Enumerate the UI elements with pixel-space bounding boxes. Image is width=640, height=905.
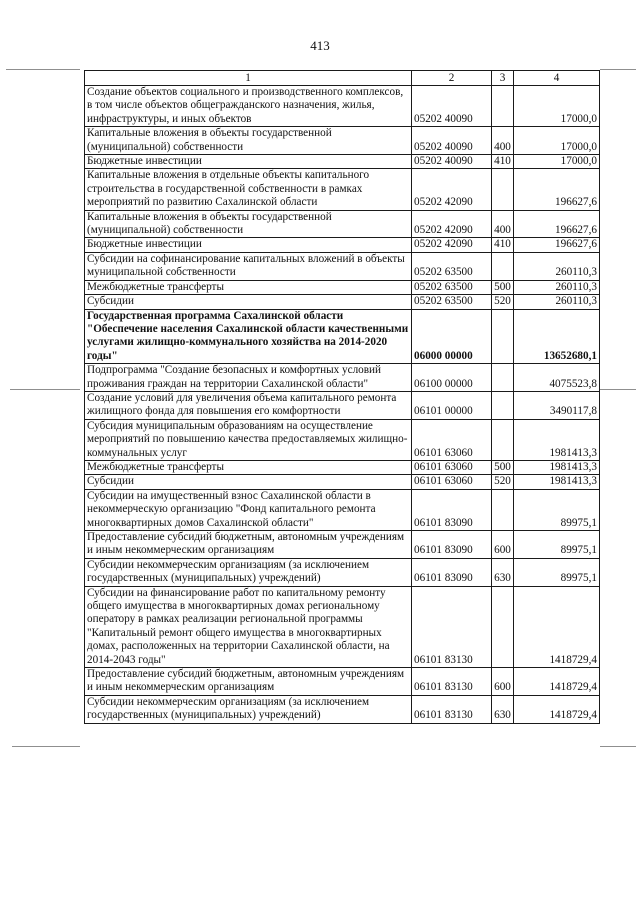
cell-code: 06101 83090 <box>412 558 492 586</box>
cell-vr: 600 <box>492 668 514 696</box>
budget-table <box>84 70 600 724</box>
table-row <box>85 475 600 489</box>
cell-sum: 1981413,3 <box>514 460 600 474</box>
header-col-name: 1 <box>85 71 412 86</box>
cell-vr: 410 <box>492 155 514 169</box>
scan-artifact-line <box>10 389 80 390</box>
table-row <box>85 238 600 252</box>
table-row <box>85 280 600 294</box>
cell-vr: 630 <box>492 558 514 586</box>
cell-sum: 3490117,8 <box>514 391 600 419</box>
cell-code: 06101 83090 <box>412 489 492 530</box>
cell-sum: 17000,0 <box>514 86 600 127</box>
table-row <box>85 586 600 667</box>
cell-name: Предоставление субсидий бюджетным, автономным учреждениям и иным некоммерческим организациям <box>85 531 412 559</box>
cell-vr <box>492 309 514 364</box>
cell-sum: 17000,0 <box>514 155 600 169</box>
cell-sum: 89975,1 <box>514 489 600 530</box>
cell-sum: 4075523,8 <box>514 364 600 392</box>
cell-code: 05202 40090 <box>412 86 492 127</box>
scan-artifact-line <box>600 389 636 390</box>
cell-vr <box>492 86 514 127</box>
cell-vr <box>492 169 514 210</box>
cell-vr: 410 <box>492 238 514 252</box>
cell-name: Капитальные вложения в объекты государственной (муниципальной) собственности <box>85 127 412 155</box>
table-row <box>85 309 600 364</box>
cell-code: 05202 63500 <box>412 295 492 309</box>
cell-vr: 500 <box>492 280 514 294</box>
cell-code: 06100 00000 <box>412 364 492 392</box>
cell-name: Бюджетные инвестиции <box>85 155 412 169</box>
cell-vr <box>492 419 514 460</box>
cell-code: 06101 83130 <box>412 586 492 667</box>
cell-vr <box>492 586 514 667</box>
cell-vr: 630 <box>492 695 514 723</box>
table-row <box>85 155 600 169</box>
table-row <box>85 127 600 155</box>
cell-name: Капитальные вложения в объекты государственной (муниципальной) собственности <box>85 210 412 238</box>
table-row <box>85 558 600 586</box>
cell-name: Субсидии <box>85 475 412 489</box>
cell-name: Предоставление субсидий бюджетным, автономным учреждениям и иным некоммерческим организациям <box>85 668 412 696</box>
cell-code: 06000 00000 <box>412 309 492 364</box>
cell-sum: 196627,6 <box>514 238 600 252</box>
cell-code: 05202 42090 <box>412 169 492 210</box>
cell-code: 05202 63500 <box>412 252 492 280</box>
cell-sum: 260110,3 <box>514 295 600 309</box>
table-row <box>85 531 600 559</box>
cell-code: 06101 83130 <box>412 668 492 696</box>
table-row <box>85 489 600 530</box>
cell-sum: 89975,1 <box>514 531 600 559</box>
cell-sum: 17000,0 <box>514 127 600 155</box>
cell-sum: 196627,6 <box>514 210 600 238</box>
cell-sum: 89975,1 <box>514 558 600 586</box>
cell-name: Субсидии на имущественный взнос Сахалинской области в некоммерческую организацию "Фонд капитального ремонта многоквартирных домов Сахалинской области" <box>85 489 412 530</box>
cell-name: Бюджетные инвестиции <box>85 238 412 252</box>
cell-sum: 260110,3 <box>514 252 600 280</box>
cell-sum: 1418729,4 <box>514 695 600 723</box>
table-body <box>85 86 600 724</box>
cell-vr: 400 <box>492 127 514 155</box>
table-row <box>85 668 600 696</box>
cell-name: Субсидии на софинансирование капитальных вложений в объекты муниципальной собственности <box>85 252 412 280</box>
scan-artifact-line <box>6 69 80 70</box>
cell-code: 05202 40090 <box>412 127 492 155</box>
cell-code: 06101 63060 <box>412 460 492 474</box>
cell-vr <box>492 391 514 419</box>
table-row <box>85 210 600 238</box>
cell-vr: 600 <box>492 531 514 559</box>
cell-sum: 196627,6 <box>514 169 600 210</box>
cell-sum: 260110,3 <box>514 280 600 294</box>
table-header-row <box>85 71 600 86</box>
cell-sum: 1981413,3 <box>514 475 600 489</box>
cell-name: Создание условий для увеличения объема капитального ремонта жилищного фонда для повышения его комфортности <box>85 391 412 419</box>
cell-name: Подпрограмма "Создание безопасных и комфортных условий проживания граждан на территории Сахалинской области" <box>85 364 412 392</box>
scan-artifact-line <box>600 746 636 747</box>
cell-code: 06101 63060 <box>412 475 492 489</box>
cell-name: Субсидии <box>85 295 412 309</box>
cell-name: Создание объектов социального и производственного комплексов, в том числе объектов общегражданского назначения, жилья, инфраструктуры, и иных объектов <box>85 86 412 127</box>
cell-code: 06101 00000 <box>412 391 492 419</box>
cell-sum: 1981413,3 <box>514 419 600 460</box>
cell-code: 05202 63500 <box>412 280 492 294</box>
table-row <box>85 86 600 127</box>
table-row <box>85 364 600 392</box>
cell-name: Межбюджетные трансферты <box>85 280 412 294</box>
table-row <box>85 460 600 474</box>
scan-artifact-line <box>12 746 80 747</box>
cell-name: Субсидии на финансирование работ по капитальному ремонту общего имущества в многоквартирных домах региональному оператору в рамках реализации региональной программы "Капитальный ремонт общего имущества в многоквартирных домах, расположенных на территории Сахалинской области, на 2014-2043 годы" <box>85 586 412 667</box>
cell-vr: 520 <box>492 475 514 489</box>
table-row <box>85 391 600 419</box>
cell-code: 06101 83090 <box>412 531 492 559</box>
table-row <box>85 295 600 309</box>
table-row <box>85 695 600 723</box>
cell-code: 06101 63060 <box>412 419 492 460</box>
cell-code: 05202 42090 <box>412 210 492 238</box>
cell-vr <box>492 252 514 280</box>
cell-vr: 520 <box>492 295 514 309</box>
scan-artifact-line <box>600 69 636 70</box>
cell-code: 05202 42090 <box>412 238 492 252</box>
cell-vr <box>492 489 514 530</box>
cell-name: Государственная программа Сахалинской области "Обеспечение населения Сахалинской области качественными услугами жилищно-коммунального хозяйства на 2014-2020 годы" <box>85 309 412 364</box>
cell-sum: 1418729,4 <box>514 668 600 696</box>
cell-vr: 500 <box>492 460 514 474</box>
cell-code: 05202 40090 <box>412 155 492 169</box>
table-row <box>85 252 600 280</box>
cell-name: Капитальные вложения в отдельные объекты капитального строительства в государственной собственности в рамках мероприятий по развитию Сахалинской области <box>85 169 412 210</box>
cell-vr <box>492 364 514 392</box>
cell-name: Межбюджетные трансферты <box>85 460 412 474</box>
header-col-sum: 4 <box>514 71 600 86</box>
page-number: 413 <box>310 38 330 53</box>
header-col-vr: 3 <box>492 71 514 86</box>
table-row <box>85 419 600 460</box>
cell-code: 06101 83130 <box>412 695 492 723</box>
cell-sum: 13652680,1 <box>514 309 600 364</box>
cell-name: Субсидия муниципальным образованиям на осуществление мероприятий по повышению качества предоставляемых жилищно-коммунальных услуг <box>85 419 412 460</box>
cell-vr: 400 <box>492 210 514 238</box>
table-row <box>85 169 600 210</box>
header-col-code: 2 <box>412 71 492 86</box>
cell-sum: 1418729,4 <box>514 586 600 667</box>
cell-name: Субсидии некоммерческим организациям (за исключением государственных (муниципальных) учреждений) <box>85 695 412 723</box>
cell-name: Субсидии некоммерческим организациям (за исключением государственных (муниципальных) учреждений) <box>85 558 412 586</box>
